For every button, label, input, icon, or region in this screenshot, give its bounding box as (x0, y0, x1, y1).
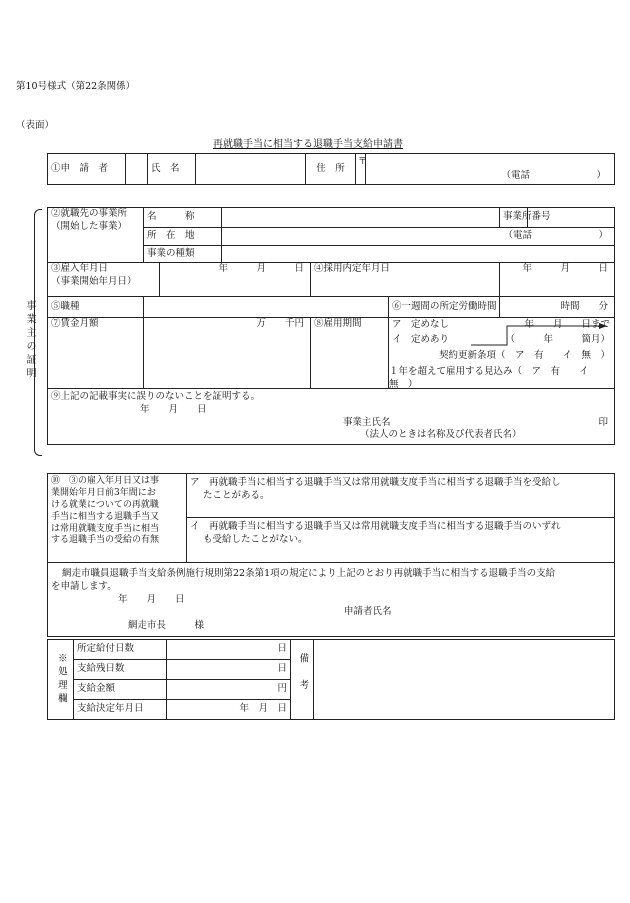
workplace-name-field[interactable] (222, 208, 500, 228)
application-date[interactable]: 年 月 日 (118, 594, 185, 605)
job-type-label: ⑤職種 (48, 297, 144, 318)
processing-row-value[interactable]: 円 (167, 680, 291, 700)
workplace-name-label: 名 称 (144, 208, 222, 228)
processing-row-label: 支給金額 (74, 680, 167, 700)
receipt-option-i[interactable]: イ 再就職手当に相当する退職手当又は常用就職支度手当に相当する退職手当のいずれ も受給したことがない。 (187, 518, 615, 563)
applicant-label: ①申 請 者 (48, 154, 126, 185)
application-text-line1: 網走市職員退職手当支給条例施行規則第22条第1項の規定により上記のとおり再就職手当に相当する退職手当の支給 (62, 568, 556, 579)
office-no-label: 事業所番号 (500, 208, 528, 228)
seal-mark: 印 (598, 417, 609, 428)
processing-row-label: 所定給付日数 (74, 640, 167, 660)
workplace-label: ②就職先の事業所 （開始した事業） (48, 208, 144, 263)
application-box (48, 563, 615, 637)
application-text-line2: を申請します。 (51, 581, 117, 592)
job-type-field[interactable] (144, 297, 389, 318)
planned-date-label: ④採用内定年月日 (311, 263, 500, 297)
addressee: 網走市長 様 (128, 620, 205, 631)
applicant-phone: （電話 ） (501, 170, 606, 182)
processing-label: ※処理欄 (48, 640, 74, 720)
period-until: 年 月 日まで (524, 319, 611, 330)
processing-row-value[interactable]: 日 (167, 660, 291, 680)
page-title: 再就職手当に相当する退職手当支給申請書 (213, 139, 403, 150)
postal-mark: 〒 (358, 156, 368, 167)
wage-field[interactable]: 万 千円 (144, 318, 311, 389)
certification-box (48, 389, 615, 445)
employer-table (47, 207, 615, 445)
period-option-a[interactable]: ア 定めなし (392, 319, 450, 330)
name-label: 氏 名 (148, 154, 196, 185)
certification-date[interactable]: 年 月 日 (140, 404, 207, 415)
receipt-option-a[interactable]: ア 再就職手当に相当する退職手当又は常用就職支度手当に相当する退職手当を受給し たことがある。 (187, 474, 615, 518)
applicant-table (47, 153, 615, 185)
employer-name-note: （法人のときは名称及び代表者氏名） (360, 429, 522, 440)
receipt-table (47, 473, 615, 637)
employer-section-label: 事業主の証明 (24, 300, 35, 381)
receipt-label: ⑩ ③の雇入年月日又は事 業開始年月日前3年間にお ける就業についての再就職 手当に相当する退職手当又 は常用就職支度手当に相当 する退職手当の受給の有無 (48, 474, 187, 563)
address-label: 住 所 (306, 154, 356, 185)
processing-row-value[interactable]: 日 (167, 640, 291, 660)
hire-date-field[interactable]: 年 月 日 (160, 263, 311, 297)
business-type-label: 事業の種類 (144, 246, 222, 263)
remarks-label: 備考 (291, 640, 314, 720)
renewal-clause[interactable]: 契約更新条項（ ア 有 イ 無 ） (439, 350, 611, 361)
employment-period-field[interactable] (389, 318, 615, 389)
side-label: （表面） (16, 120, 55, 131)
weekly-hours-label: ⑥一週間の所定労働時間 (389, 297, 500, 318)
wage-label: ⑦賃金月額 (48, 318, 144, 389)
employment-period-label: ⑧雇用期間 (311, 318, 389, 389)
weekly-hours-field[interactable]: 時間 分 (500, 297, 615, 318)
period-option-i[interactable]: イ 定めあり (392, 334, 450, 345)
workplace-phone[interactable]: （電話 ） (222, 228, 615, 246)
applicant-name-label: 申請者氏名 (344, 606, 392, 617)
name-field[interactable] (196, 154, 306, 185)
remarks-field[interactable] (314, 640, 615, 720)
planned-date-field[interactable]: 年 月 日 (500, 263, 615, 297)
certification-text: ⑨上記の記載事実に誤りのないことを証明する。 (51, 391, 261, 402)
address-field[interactable] (358, 154, 615, 185)
processing-row-label: 支給残日数 (74, 660, 167, 680)
form-number: 第10号様式（第22条関係） (16, 81, 136, 92)
over-one-year[interactable]: １年を超えて雇用する見込み（ ア 有 イ 無 ） (389, 366, 599, 390)
employer-name-label: 事業主氏名 (343, 417, 391, 428)
processing-row-label: 支給決定年月日 (74, 700, 167, 720)
processing-row-value[interactable]: 年 月 日 (167, 700, 291, 720)
business-type-field[interactable] (222, 246, 615, 263)
processing-table (47, 639, 615, 720)
period-months: （ 年 箇月） (505, 334, 611, 345)
hire-date-label: ③雇入年月日 （事業開始年月日） (48, 263, 160, 297)
workplace-location-label: 所 在 地 (144, 228, 222, 246)
